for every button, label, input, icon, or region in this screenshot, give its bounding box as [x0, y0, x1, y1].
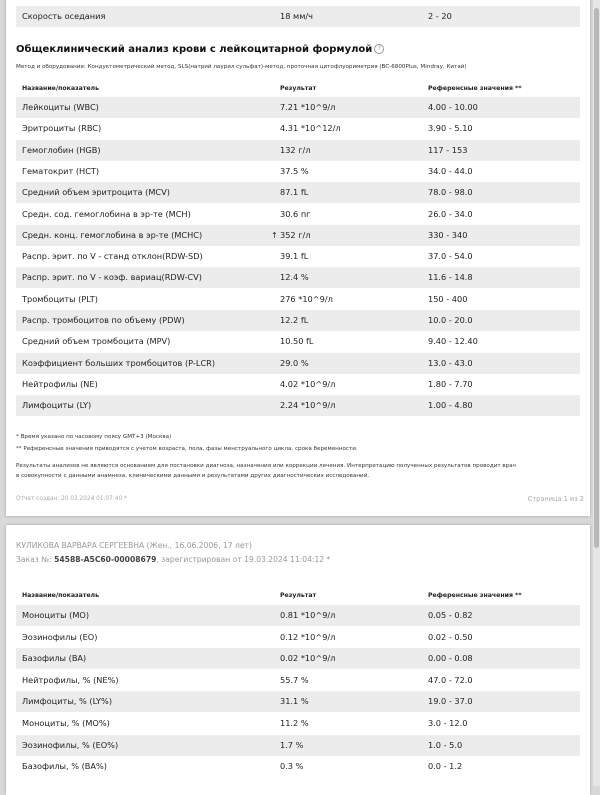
table-row: [16, 246, 580, 267]
row-name: Лимфоциты, % (LY%): [22, 696, 113, 707]
table-row: [16, 97, 580, 118]
row-name: Средн. конц. гемоглобина в эр-те (MCHC): [22, 229, 203, 240]
row-result: 12.4 %: [280, 272, 309, 283]
table-header: [16, 587, 580, 605]
info-icon[interactable]: ?: [374, 44, 384, 54]
row-ref: 19.0 - 37.0: [428, 696, 473, 707]
row-name: Тромбоциты (PLT): [22, 293, 98, 304]
method-text: Метод и оборудование: Кондуктометрический метод, SLS(натрий лаурил сульфат)-метод, проточная цитофлуориметрия (BC-6800Plus, Mindray, Китай): [16, 64, 467, 70]
row-name: Гематокрит (HCT): [22, 165, 100, 176]
report-created: Отчет создан: 20.03.2024 01:07:40 *: [16, 496, 127, 502]
table-row: [16, 735, 580, 756]
row-name: Коэффициент больших тромбоцитов (P-LCR): [22, 357, 216, 368]
row-ref: 37.0 - 54.0: [428, 251, 473, 262]
table-row-esr: [16, 6, 580, 27]
row-ref: 0.00 - 0.08: [428, 653, 473, 664]
scrollbar-thumb[interactable]: [594, 8, 599, 548]
row-name: Распр. тромбоцитов по объему (PDW): [22, 315, 185, 325]
table-row: [16, 182, 580, 203]
row-result: 276 *10^9/л: [280, 293, 333, 304]
row-result: 55.7 %: [280, 674, 309, 685]
row-result: 31.1 %: [280, 696, 309, 707]
row-result: 10.50 fL: [280, 336, 314, 347]
row-result: 87.1 fL: [280, 187, 309, 198]
row-ref: 2 - 20: [428, 11, 452, 21]
disclaimer-line-2: в совокупности с данными анамнеза, клиническими данными и результатами других диагностических исследований.: [16, 473, 370, 479]
table-row: [16, 353, 580, 374]
row-ref: 13.0 - 43.0: [428, 357, 473, 368]
row-result: 132 г/л: [280, 144, 311, 155]
table-row: [16, 331, 580, 352]
note-time: * Время указано по часовому поясу GMT+3 (Москва): [16, 434, 172, 440]
row-name: Распр. эрит. по V - коэф. вариац(RDW-CV): [22, 272, 202, 283]
row-result: 29.0 %: [280, 357, 309, 368]
row-result: 352 г/л: [280, 229, 311, 240]
row-name: Средний объем тромбоцита (MPV): [22, 336, 171, 347]
table-row: [16, 289, 580, 310]
header-name: Название/показатель: [22, 85, 100, 92]
row-ref: 3.90 - 5.10: [428, 123, 473, 134]
row-ref: 9.40 - 12.40: [428, 336, 478, 347]
patient-info: КУЛИКОВА ВАРВАРА СЕРГЕЕВНА (Жен., 16.06.2006, 17 лет): [16, 541, 252, 550]
table-row: [16, 118, 580, 139]
table-row: [16, 756, 580, 777]
row-name: Эозинофилы, % (EO%): [22, 739, 119, 750]
row-result: 0.3 %: [280, 761, 304, 772]
row-name: Скорость оседания: [22, 11, 106, 21]
row-name: Моноциты, % (MO%): [22, 718, 110, 728]
row-result: 7.21 *10^9/л: [280, 102, 336, 112]
row-ref: 0.05 - 0.82: [428, 610, 473, 620]
arrow-up-icon: ↑: [271, 230, 278, 240]
table-row: [16, 670, 580, 691]
row-ref: 330 - 340: [428, 229, 468, 240]
row-name: Моноциты (MO): [22, 610, 90, 620]
table-row: [16, 161, 580, 182]
disclaimer-line-1: Результаты анализов не являются основанием для постановки диагноза, назначения или коррекции лечения. Интерпретацию полученных результатов проводит врач: [16, 463, 516, 469]
row-name: Базофилы (BA): [22, 653, 87, 664]
row-ref: 1.80 - 7.70: [428, 378, 473, 389]
row-result: 37.5 %: [280, 165, 309, 176]
note-ref: ** Референсные значения приводятся с учетом возраста, пола, фазы менструального цикла, срока беременности.: [16, 446, 358, 452]
row-result: 0.02 *10^9/л: [280, 653, 336, 664]
row-ref: 10.0 - 20.0: [428, 315, 473, 325]
row-result: 30.6 пг: [280, 208, 311, 219]
row-ref: 11.6 - 14.8: [428, 272, 473, 283]
table-row: [16, 648, 580, 669]
table-header: [16, 80, 580, 98]
section-title: Общеклинический анализ крови с лейкоцитарной формулой ?: [16, 44, 384, 55]
table-row: [16, 225, 580, 246]
table-row: [16, 395, 580, 416]
row-ref: 47.0 - 72.0: [428, 674, 473, 685]
header-result: Результат: [280, 592, 317, 599]
row-ref: 34.0 - 44.0: [428, 165, 473, 176]
table-row: [16, 691, 580, 712]
row-name: Нейтрофилы, % (NE%): [22, 674, 119, 685]
row-result: 11.2 %: [280, 718, 309, 728]
row-ref: 0.0 - 1.2: [428, 761, 463, 772]
row-name: Гемоглобин (HGB): [22, 144, 101, 155]
page-number: Страница 1 из 2: [527, 495, 584, 503]
table-row: [16, 627, 580, 648]
row-name: Лейкоциты (WBC): [22, 102, 99, 112]
row-ref: 26.0 - 34.0: [428, 208, 473, 219]
row-result: 12.2 fL: [280, 315, 309, 325]
row-name: Нейтрофилы (NE): [22, 378, 98, 389]
row-name: Распр. эрит. по V - станд отклон(RDW-SD): [22, 251, 203, 262]
row-ref: 150 - 400: [428, 293, 468, 304]
row-result: 4.02 *10^9/л: [280, 378, 336, 389]
table-row: [16, 374, 580, 395]
row-name: Средн. сод. гемоглобина в эр-те (MCH): [22, 208, 191, 219]
row-result: 39.1 fL: [280, 251, 309, 262]
report-page-1: [6, 0, 590, 516]
row-result: 18 мм/ч: [280, 11, 313, 21]
table-row: [16, 713, 580, 734]
row-ref: 1.0 - 5.0: [428, 739, 463, 750]
table-row: [16, 310, 580, 331]
row-ref: 0.02 - 0.50: [428, 631, 473, 642]
row-name: Эритроциты (RBC): [22, 123, 102, 134]
table-row: [16, 204, 580, 225]
table-row: [16, 267, 580, 288]
row-ref: 78.0 - 98.0: [428, 187, 473, 198]
header-ref: Референсные значения **: [428, 592, 522, 599]
scrollbar[interactable]: [593, 0, 600, 786]
header-name: Название/показатель: [22, 592, 100, 599]
row-ref: 1.00 - 4.80: [428, 400, 473, 411]
row-name: Средний объем эритроцита (MCV): [22, 187, 170, 198]
row-name: Базофилы, % (BA%): [22, 761, 107, 772]
row-name: Лимфоциты (LY): [22, 400, 92, 411]
row-ref: 3.0 - 12.0: [428, 718, 468, 728]
row-ref: 117 - 153: [428, 144, 468, 155]
row-result: 4.31 *10^12/л: [280, 123, 341, 134]
header-ref: Референсные значения **: [428, 85, 522, 92]
row-result: 2.24 *10^9/л: [280, 400, 336, 411]
order-info: Заказ №: 54588-A5C60-00008679, зарегистрирован от 19.03.2024 11:04:12 *: [16, 555, 331, 564]
row-result: 1.7 %: [280, 739, 304, 750]
header-result: Результат: [280, 85, 317, 92]
report-page-2: [6, 525, 590, 795]
order-number: 54588-A5C60-00008679: [54, 555, 157, 564]
row-name: Эозинофилы (EO): [22, 631, 98, 642]
row-result: 0.12 *10^9/л: [280, 631, 336, 642]
row-ref: 4.00 - 10.00: [428, 102, 478, 112]
table-row: [16, 605, 580, 626]
table-row: [16, 140, 580, 161]
row-result: 0.81 *10^9/л: [280, 610, 336, 620]
